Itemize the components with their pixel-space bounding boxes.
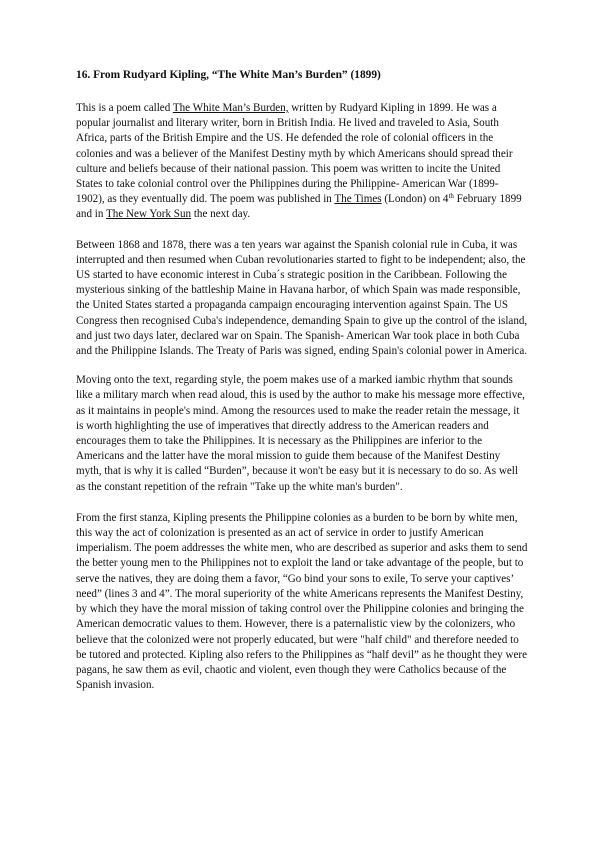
paragraph-history: Between 1868 and 1878, there was a ten years war against the Spanish colonial rule in Cuba, it was interrupted and then resumed when Cuban revolutionaries started to fight to be independent; also, the US started to have economic interest in Cuba´s strategic position in the Caribbean. Following the mysterious sinking of the battleship Maine in Havana harbor, of which Spain was made responsible, the United States started a propaganda campaign encouraging intervention against Spain. The US Congress then recognised Cuba's independence, demanding Spain to give up the control of the island, and just two days later, declared war on Spain. The Spanish- American War took place in both Cuba and the Philippine Islands. The Treaty of Paris was signed, ending Spain's colonial power in America. bbox=[76, 238, 528, 358]
newspaper-sun-link: The New York Sun bbox=[106, 208, 192, 221]
paragraph-style: Moving onto the text, regarding style, the poem makes use of a marked iambic rhythm that sounds like a military march when read aloud, this is used by the author to make his message more effective, as it maintains in people's mind. Among the resources used to make the reader retain the message, it is worth highlighting the use of imperatives that directly address to the American readers and encourages them to take the Philippines. It is necessary as the Philippines are inferior to the Americans and the latter have the moral mission to guide them because of the Manifest Destiny myth, that is why it is called “Burden”, because it won't be easy but it is necessary to do so. As well as the constant repetition of the refrain "Take up the white man's burden". bbox=[76, 374, 525, 493]
paragraph-analysis: From the first stanza, Kipling presents the Philippine colonies as a burden to be born by white men, this way the act of colonization is presented as an act of service in order to justify American imperialism. The poem addresses the white men, who are described as superior and asks them to send the better young men to the Philippines not to exploit the land or take advantage of the people, but to serve the natives, they are doing them a favor, “Go bind your sons to exile, To serve your captives’ need” (lines 3 and 4”. The moral superiority of the white Americans represents the Manifest Destiny, by which they have the moral mission of taking control over the Philippine colonies and bringing the American democratic values to them. However, there is a paternalistic view by the colonizers, who believe that the colonized were not properly educated, but were "half child" and therefore needed to be tutored and protected. Kipling also refers to the Philippines as “half devil” as he thought they were pagans, he saw them as evil, chaotic and violent, even though they were Catholics because of the Spanish invasion. bbox=[76, 511, 528, 692]
paragraph-intro bbox=[76, 101, 528, 223]
paragraph-text: This is a poem called bbox=[76, 102, 173, 114]
paragraph-text: February 1899 and in bbox=[76, 193, 522, 221]
paragraph-text: (London) on 4 bbox=[381, 193, 449, 206]
document-page bbox=[76, 68, 528, 708]
ordinal-superscript: th bbox=[448, 192, 454, 201]
paragraph-text: written by Rudyard Kipling in 1899. He was a popular journalist and literary writer, born in British India. He lived and traveled to Asia, South Africa, parts of the British Empire and the US. He defended the role of colonial officers in the colonies and was a believer of the Manifest Destiny myth by which Americans should spread their culture and beliefs because of their national passion. This poem was written to incite the United States to take colonial control over the Philippines during the Philippine- American War (1899- 1902), as they eventually did. The poem was published in bbox=[76, 102, 513, 206]
newspaper-times-link: The Times bbox=[334, 193, 382, 206]
poem-title-link: The White Man’s Burden, bbox=[172, 102, 289, 114]
section-title: 16. From Rudyard Kipling, “The White Man’s Burden” (1899) bbox=[76, 69, 381, 81]
paragraph-text: the next day. bbox=[191, 208, 251, 221]
